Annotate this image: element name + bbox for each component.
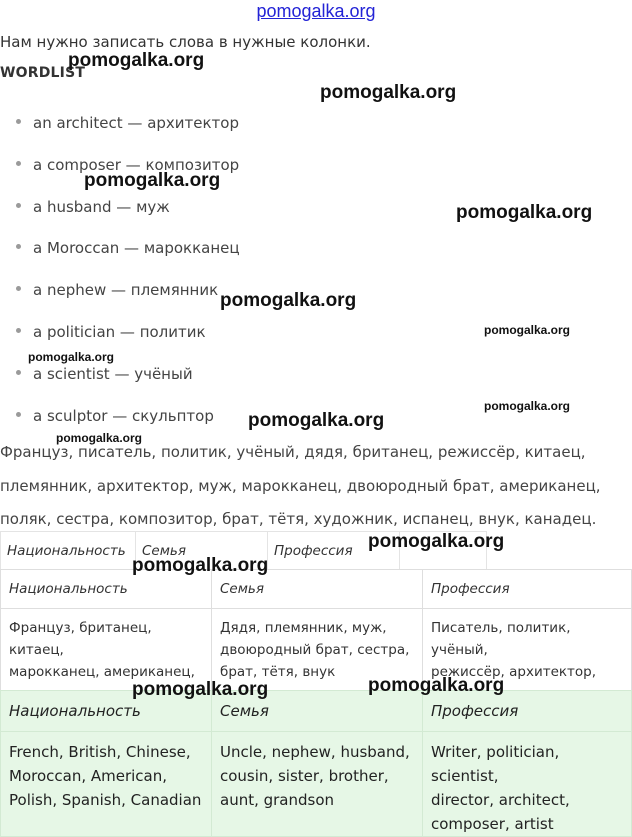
- watermark: pomogalka.org: [368, 675, 505, 696]
- paragraph-line: Француз, писатель, политик, учёный, дядя, британец, режиссёр, китаец,: [0, 443, 586, 461]
- bullet-icon: [16, 161, 21, 166]
- list-item-text: a Moroccan — марокканец: [33, 239, 240, 257]
- bullet-icon: [16, 328, 21, 333]
- list-item: [16, 281, 218, 299]
- table-header-cell: Семья: [136, 532, 268, 570]
- wordlist-title: WORDLIST: [0, 65, 86, 81]
- watermark: pomogalka.org: [68, 50, 205, 71]
- bullet-icon: [16, 119, 21, 124]
- list-item: [16, 407, 214, 425]
- list-item-text: a composer — композитор: [33, 156, 240, 174]
- table-header-cell: Профессия: [268, 532, 400, 570]
- table-cell: Француз, британец, китаец, марокканец, американец,: [1, 609, 212, 706]
- list-item-text: a husband — муж: [33, 198, 170, 216]
- watermark: pomogalka.org: [28, 350, 115, 364]
- bullet-icon: [16, 203, 21, 208]
- watermark: pomogalka.org: [132, 555, 269, 576]
- table-english: [0, 690, 632, 837]
- table-header-cell: Национальность: [1, 532, 136, 570]
- table-header-cell: Национальность: [1, 570, 212, 609]
- watermark: pomogalka.org: [320, 82, 457, 103]
- bullet-icon: [16, 244, 21, 249]
- table-cell: Uncle, nephew, husband, cousin, sister, brother, aunt, grandson: [212, 732, 423, 837]
- list-item-text: a scientist — учёный: [33, 365, 193, 383]
- table-header-cell: Национальность: [1, 691, 212, 732]
- table-cell: Дядя, племянник, муж, двоюродный брат, сестра, брат, тётя, внук: [212, 609, 423, 706]
- table-russian: [0, 569, 632, 706]
- list-item: [16, 365, 193, 383]
- watermark: pomogalka.org: [132, 679, 269, 700]
- table-header-cell: Семья: [212, 691, 423, 732]
- table-header-cell: Семья: [212, 570, 423, 609]
- table-header-cell: Профессия: [423, 691, 632, 732]
- bullet-icon: [16, 286, 21, 291]
- list-item: [16, 323, 206, 341]
- paragraph-line: племянник, архитектор, муж, марокканец, двоюродный брат, американец,: [0, 476, 601, 495]
- watermark: pomogalka.org: [220, 290, 357, 311]
- list-item-text: a sculptor — скульптор: [33, 407, 214, 425]
- watermark: pomogalka.org: [248, 410, 385, 431]
- list-item-text: a nephew — племянник: [33, 281, 219, 299]
- watermark: pomogalka.org: [484, 323, 571, 337]
- watermark: pomogalka.org: [456, 202, 593, 223]
- table-cell: French, British, Chinese, Moroccan, American, Polish, Spanish, Canadian: [1, 732, 212, 837]
- table-header-cell: Профессия: [423, 570, 632, 609]
- watermark: pomogalka.org: [368, 531, 505, 552]
- words-paragraph: [0, 436, 632, 537]
- bullet-icon: [16, 412, 21, 417]
- list-item-text: a politician — политик: [33, 323, 206, 341]
- watermark: pomogalka.org: [484, 399, 571, 413]
- list-item: [16, 198, 170, 216]
- bullet-icon: [16, 370, 21, 375]
- watermark: pomogalka.org: [56, 431, 143, 445]
- site-header-link[interactable]: pomogalka.org: [256, 1, 376, 21]
- list-item: [16, 114, 239, 132]
- table-cell: Писатель, политик, учёный, режиссёр, архитектор,: [423, 609, 632, 706]
- intro-text: Нам нужно записать слова в нужные колонки.: [0, 33, 371, 51]
- paragraph-line: поляк, сестра, композитор, брат, тётя, художник, испанец, внук, канадец.: [0, 510, 597, 528]
- watermark: pomogalka.org: [84, 170, 221, 191]
- list-item: [16, 239, 240, 257]
- list-item-text: an architect — архитектор: [33, 114, 239, 132]
- table-cell: Writer, politician, scientist, director, architect, composer, artist: [423, 732, 632, 837]
